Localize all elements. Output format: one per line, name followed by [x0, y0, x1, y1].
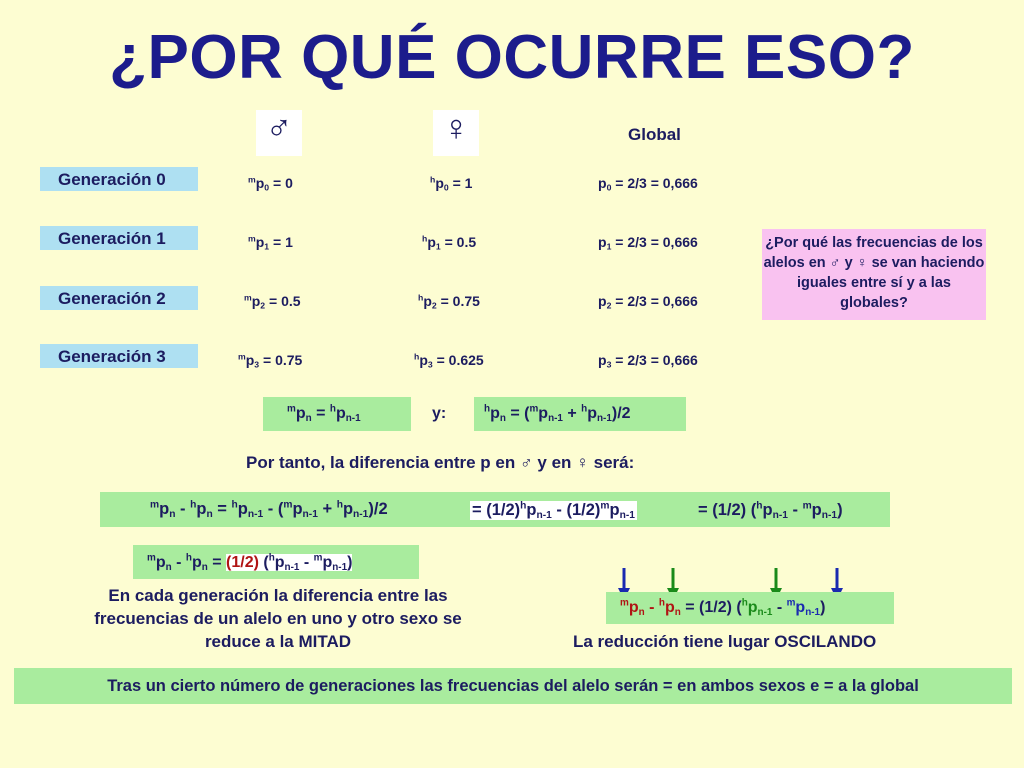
- oscillation-formula: $^mp_n - ^hp_n = (1/2)$ $(^hp_{n-1} - ^mp_{n-1})$: [606, 592, 894, 624]
- female-frequency: $^hp_3 = 0.625$: [414, 351, 484, 370]
- recurrence-female-formula: $^hp_n = (^mp_{n-1} + ^hp_{n-1})/2$: [474, 397, 686, 431]
- difference-derivation: [100, 492, 890, 527]
- generation-label: [40, 167, 198, 191]
- male-frequency: $^mp_3 = 0.75$: [238, 351, 303, 370]
- male-frequency: $^mp_2 = 0.5$: [244, 292, 301, 311]
- derivation-step-2: = $(1/2)^hp_{n-1} - (1/2)^mp_{n-1}$: [472, 500, 635, 521]
- oscillation-text: La reducción tiene lugar OSCILANDO: [573, 632, 877, 651]
- generation-label: [40, 344, 198, 368]
- derivation-step-3: = (1/2) $(^hp_{n-1} - ^mp_{n-1})$: [698, 500, 843, 521]
- female-symbol: ♀: [433, 110, 479, 156]
- generation-label: [40, 226, 198, 250]
- question-box: ¿Por qué las frecuencias de los alelos en ♂ y ♀ se van haciendo iguales entre sí y a las globales?: [762, 229, 986, 320]
- global-frequency: $p_1 = 2/3 = 0,666$: [598, 234, 698, 252]
- global-frequency: $p_0 = 2/3 = 0,666$: [598, 175, 698, 193]
- generation-label: [40, 286, 198, 310]
- recurrence-male-formula: $^mp_n = ^hp_{n-1}$: [263, 397, 411, 431]
- halving-formula: $^mp_n - ^hp_n = (1/2)$ $(^hp_{n-1} - ^mp_{n-1})$: [133, 545, 419, 579]
- female-frequency: $^hp_1 = 0.5$: [422, 233, 477, 252]
- conclusion-box: Tras un cierto número de generaciones las frecuencias del alelo serán = en ambos sexos e = a la global: [14, 668, 1012, 704]
- female-frequency: $^hp_0 = 1$: [430, 174, 473, 193]
- generation-label-text: Generación 2: [58, 289, 166, 308]
- global-frequency: $p_3 = 2/3 = 0,666$: [598, 352, 698, 370]
- global-header: Global: [628, 125, 681, 144]
- derivation-step-1: $^mp_n - ^hp_n = ^hp_{n-1} - (^mp_{n-1} + ^hp_{n-1})/2$: [150, 499, 388, 520]
- therefore-text: Por tanto, la diferencia entre p en ♂ y en ♀ será:: [246, 453, 635, 472]
- halving-highlight: (1/2) $(^hp_{n-1} - ^mp_{n-1})$: [226, 552, 353, 573]
- male-frequency: $^mp_0 = 0$: [248, 174, 293, 193]
- female-frequency: $^hp_2 = 0.75$: [418, 292, 480, 311]
- global-frequency: $p_2 = 2/3 = 0,666$: [598, 293, 698, 311]
- page-title: ¿POR QUÉ OCURRE ESO?: [109, 23, 915, 92]
- conjunction-label: y:: [432, 405, 447, 422]
- generation-label-text: Generación 1: [58, 229, 166, 248]
- generation-label-text: Generación 3: [58, 347, 166, 366]
- generation-label-text: Generación 0: [58, 170, 166, 189]
- halving-explanation: En cada generación la diferencia entre las frecuencias de un alelo en uno y otro sexo se reduce a la MITAD: [94, 586, 462, 651]
- male-frequency: $^mp_1 = 1$: [248, 233, 293, 252]
- male-symbol: ♂: [256, 110, 302, 156]
